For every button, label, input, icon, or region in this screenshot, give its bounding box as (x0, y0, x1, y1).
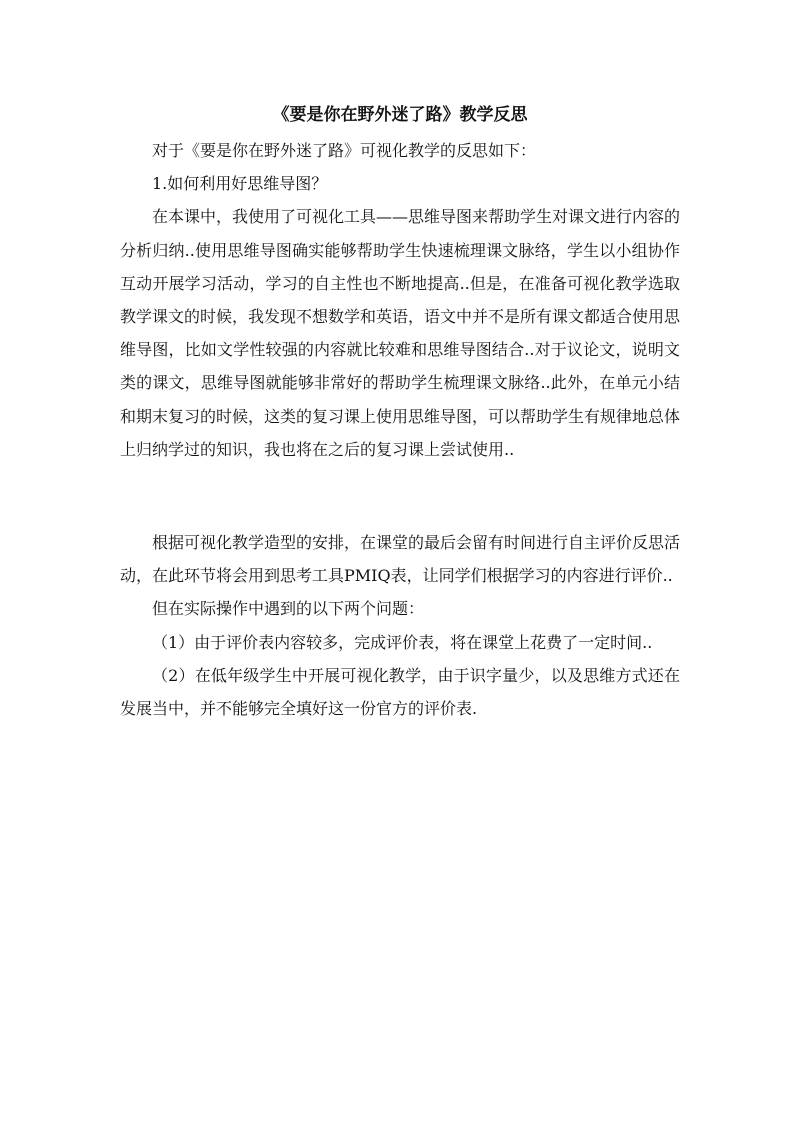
body-paragraph-mindmap: 在本课中，我使用了可视化工具——思维导图来帮助学生对课文进行内容的分析归纳..使用思维导图确实能够帮助学生快速梳理课文脉络，学生以小组协作互动开展学习活动，学习的自主性也不断地提高..但是，在准备可视化教学选取教学课文的时候，我发现不想数学和英语，语文中并不是所有课文都适合使用思维导图，比如文学性较强的内容就比较难和思维导图结合..对于议论文，说明文类的课文，思维导图就能够非常好的帮助学生梳理课文脉络..此外，在单元小结和期末复习的时候，这类的复习课上使用思维导图，可以帮助学生有规律地总体上归纳学过的知识，我也将在之后的复习课上尝试使用.. (120, 207, 681, 459)
problem-item-1: （1）由于评价表内容较多，完成评价表，将在课堂上花费了一定时间.. (152, 632, 653, 652)
problems-intro: 但在实际操作中遇到的以下两个问题： (152, 599, 425, 619)
intro-paragraph: 对于《要是你在野外迷了路》可视化教学的反思如下： (152, 141, 537, 160)
section-heading: 1.如何利用好思维导图？ (152, 174, 328, 194)
blank-spacer (120, 466, 680, 526)
body-paragraph-evaluation: 根据可视化教学造型的安排，在课堂的最后会留有时间进行自主评价反思活动，在此环节将会用到思考工具PMIQ表，让同学们根据学习的内容进行评价.. (120, 533, 681, 586)
document-body (120, 96, 680, 725)
document-title: 《要是你在野外迷了路》教学反思 (272, 105, 528, 125)
problem-item-2: （2）在低年级学生中开展可视化教学，由于识字量少，以及思维方式还在发展当中，并不能够完全填好这一份官方的评价表. (120, 665, 680, 719)
